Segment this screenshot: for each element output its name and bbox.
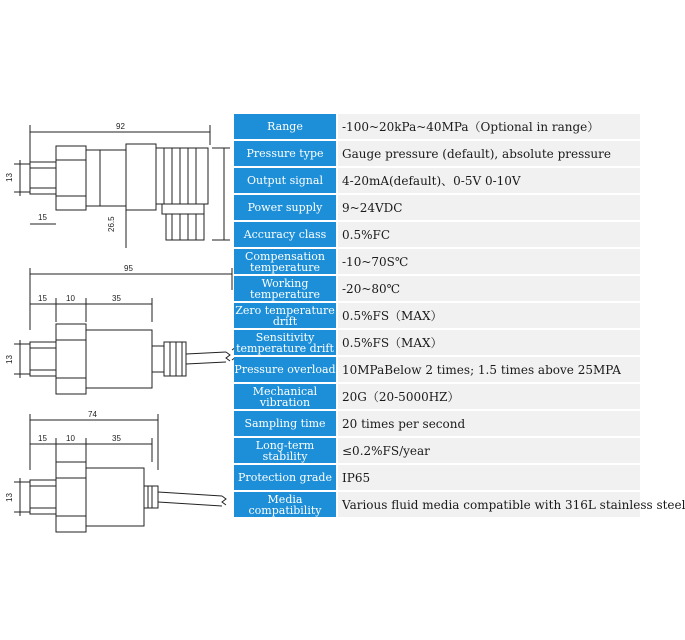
dim-top-width: 92 <box>116 122 125 131</box>
dim-middle-seg2: 10 <box>66 294 75 303</box>
spec-row <box>234 221 640 248</box>
drawing-top <box>14 125 230 248</box>
dim-middle-seg1: 15 <box>38 294 47 303</box>
spec-value: 20 times per second <box>337 410 640 437</box>
spec-value: -20~80℃ <box>337 275 640 302</box>
spec-value: 20G（20-5000HZ） <box>337 383 640 410</box>
dim-middle-seg3: 35 <box>112 294 121 303</box>
spec-row <box>234 410 640 437</box>
spec-key: Mechanical vibration <box>234 383 337 410</box>
spec-row <box>234 275 640 302</box>
spec-key: Sampling time <box>234 410 337 437</box>
spec-key: Pressure overload <box>234 356 337 383</box>
drawing-bottom <box>14 414 226 532</box>
spec-row <box>234 194 640 221</box>
spec-value: 4-20mA(default)、0-5V 0-10V <box>337 167 640 194</box>
spec-value: -10~70S℃ <box>337 248 640 275</box>
spec-key: Zero temperature drift <box>234 302 337 329</box>
spec-key: Compensation temperature <box>234 248 337 275</box>
dim-bottom-width: 74 <box>88 410 97 419</box>
spec-row <box>234 114 640 140</box>
dim-middle-width: 95 <box>124 264 133 273</box>
dim-bottom-seg2: 10 <box>66 434 75 443</box>
dim-top-height-left: 13 <box>5 173 14 182</box>
spec-key: Protection grade <box>234 464 337 491</box>
dim-bottom-seg3: 35 <box>112 434 121 443</box>
spec-key: Output signal <box>234 167 337 194</box>
spec-value: 0.5%FC <box>337 221 640 248</box>
spec-key: Accuracy class <box>234 221 337 248</box>
spec-row <box>234 302 640 329</box>
dim-top-thread: 15 <box>38 213 47 222</box>
spec-value: -100~20kPa~40MPa（Optional in range） <box>337 114 640 140</box>
spec-value: 0.5%FS（MAX） <box>337 329 640 356</box>
spec-row <box>234 491 640 518</box>
spec-key: Sensitivity temperature drift <box>234 329 337 356</box>
spec-key: Pressure type <box>234 140 337 167</box>
spec-value: 9~24VDC <box>337 194 640 221</box>
drawing-middle <box>14 268 248 394</box>
spec-value: Various fluid media compatible with 316L stainless steel <box>337 491 640 518</box>
spec-value: 0.5%FS（MAX） <box>337 302 640 329</box>
spec-row <box>234 356 640 383</box>
spec-key: Long-term stability <box>234 437 337 464</box>
spec-row <box>234 140 640 167</box>
spec-key: Media compatibility <box>234 491 337 518</box>
spec-row <box>234 437 640 464</box>
dim-middle-height-left: 13 <box>5 355 14 364</box>
dim-top-offset: 26.5 <box>107 216 116 232</box>
spec-row <box>234 464 640 491</box>
dim-bottom-height-left: 13 <box>5 493 14 502</box>
spec-value: ≤0.2%FS/year <box>337 437 640 464</box>
spec-key: Working temperature <box>234 275 337 302</box>
spec-row <box>234 329 640 356</box>
spec-key: Power supply <box>234 194 337 221</box>
spec-table <box>234 114 685 519</box>
spec-value: IP65 <box>337 464 640 491</box>
spec-row <box>234 167 640 194</box>
spec-key: Range <box>234 114 337 140</box>
spec-row <box>234 248 640 275</box>
spec-value: Gauge pressure (default), absolute pressure <box>337 140 640 167</box>
dim-bottom-seg1: 15 <box>38 434 47 443</box>
spec-row <box>234 383 640 410</box>
spec-value: 10MPaBelow 2 times; 1.5 times above 25MPA <box>337 356 640 383</box>
